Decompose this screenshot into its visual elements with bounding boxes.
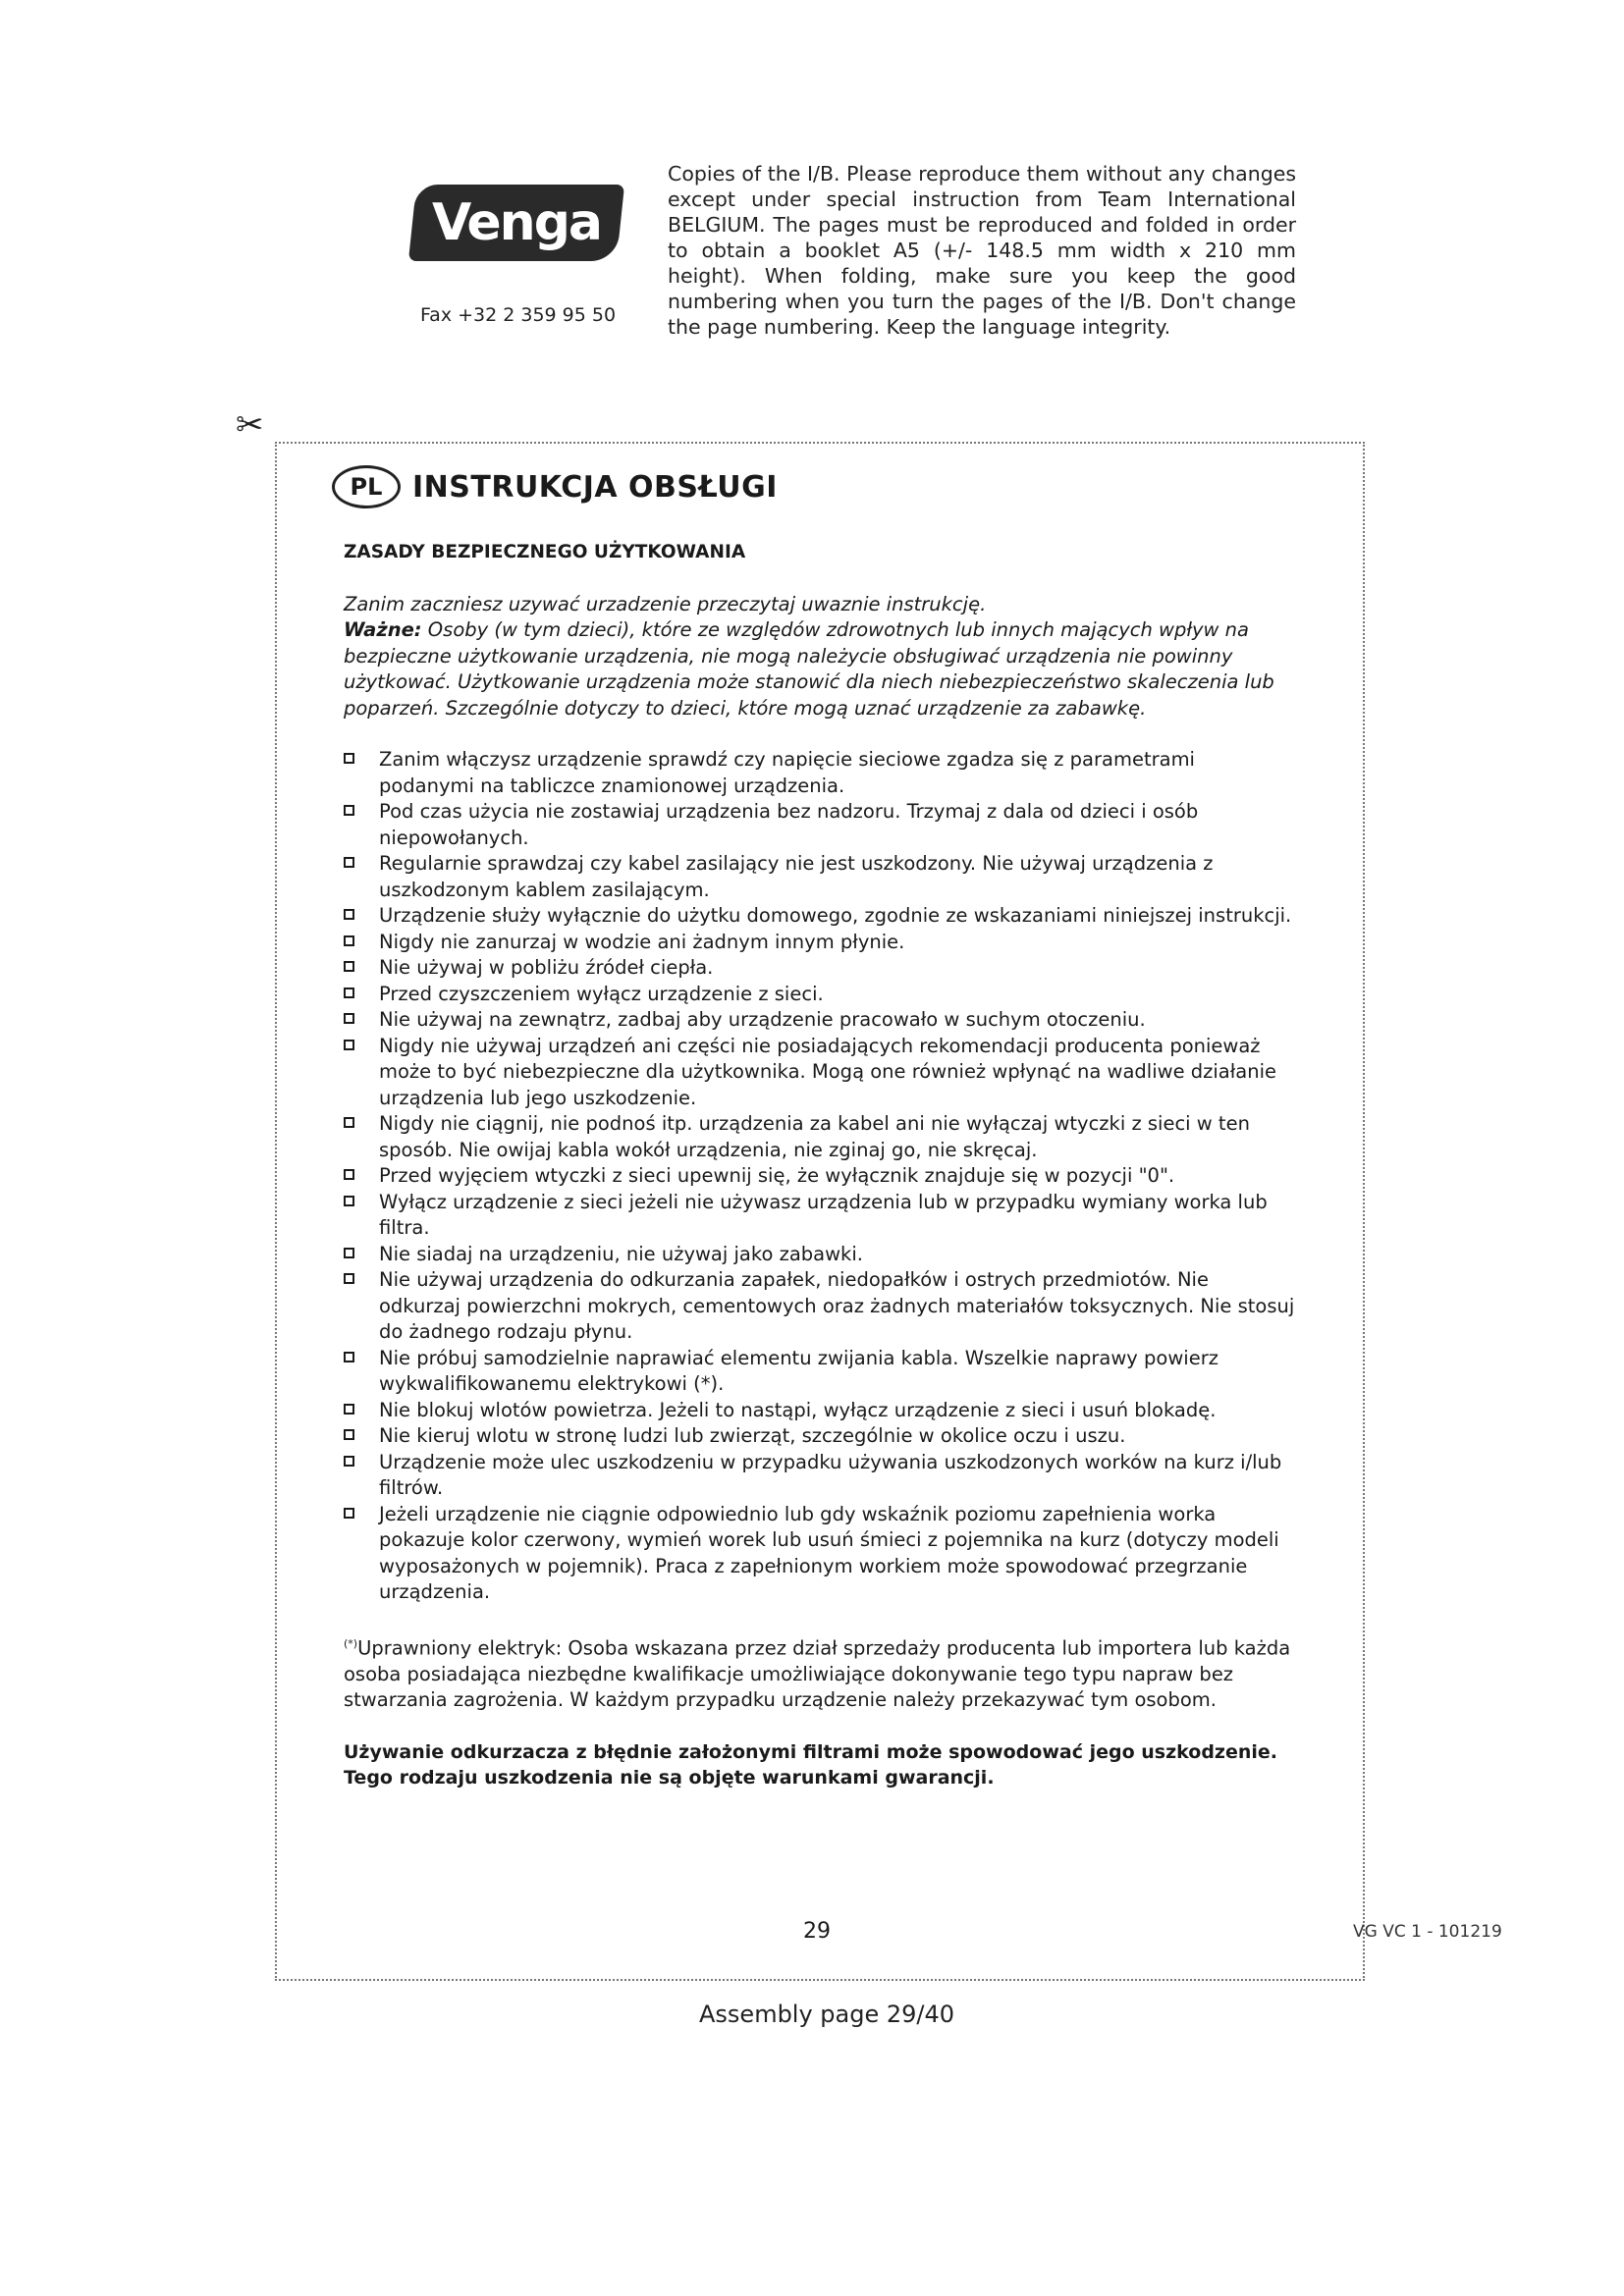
rule-text: Nigdy nie ciągnij, nie podnoś itp. urządzenia za kabel ani nie wyłączaj wtyczki z sieci w ten sposób. Nie owijaj kabla wokół urządzenia, nie zginaj go, nie skręcaj. xyxy=(379,1112,1250,1161)
language-badge: PL xyxy=(332,465,401,508)
rule-item xyxy=(344,1034,1296,1112)
checkbox-bullet-icon xyxy=(344,988,354,998)
checkbox-bullet-icon xyxy=(344,1404,354,1415)
section-title: INSTRUKCJA OBSŁUGI xyxy=(412,469,778,505)
filter-warning: Używanie odkurzacza z błędnie założonymi filtrami może spowodować jego uszkodzenie. Tego rodzaju uszkodzenia nie są objęte warunkami gwarancji. xyxy=(344,1740,1278,1789)
checkbox-bullet-icon xyxy=(344,1508,354,1519)
rule-item xyxy=(344,955,1296,982)
checkbox-bullet-icon xyxy=(344,1169,354,1180)
checkbox-bullet-icon xyxy=(344,1013,354,1024)
footnote-mark: (*) xyxy=(344,1636,358,1650)
rule-item xyxy=(344,1190,1296,1242)
checkbox-bullet-icon xyxy=(344,1273,354,1284)
fax-number: Fax +32 2 359 95 50 xyxy=(420,304,617,326)
intro-line: Zanim zaczniesz uzywać urzadzenie przeczytaj uwaznie instrukcję. xyxy=(344,592,987,615)
rule-item xyxy=(344,1450,1296,1502)
page-number: 29 xyxy=(803,1919,831,1944)
rule-text: Regularnie sprawdzaj czy kabel zasilający nie jest uszkodzony. Nie używaj urządzenia z uszkodzonym kablem zasilającym. xyxy=(379,852,1214,901)
rule-item xyxy=(344,1267,1296,1346)
checkbox-bullet-icon xyxy=(344,753,354,764)
checkbox-bullet-icon xyxy=(344,1429,354,1440)
rule-text: Nigdy nie zanurzaj w wodzie ani żadnym innym płynie. xyxy=(379,930,905,953)
important-label: Ważne: xyxy=(344,618,422,641)
safety-rules-list xyxy=(344,747,1296,1606)
rule-item xyxy=(344,930,1296,956)
rule-item xyxy=(344,903,1296,930)
venga-logo xyxy=(408,185,624,261)
rule-text: Nie blokuj wlotów powietrza. Jeżeli to nastąpi, wyłącz urządzenie z sieci i usuń blokadę. xyxy=(379,1398,1217,1421)
rule-item xyxy=(344,1398,1296,1424)
rule-item xyxy=(344,799,1296,851)
rule-text: Urządzenie może ulec uszkodzeniu w przypadku używania uszkodzonych worków na kurz i/lub filtrów. xyxy=(379,1450,1282,1499)
rule-text: Pod czas użycia nie zostawiaj urządzenia bez nadzoru. Trzymaj z dala od dzieci i osób niepowołanych. xyxy=(379,800,1199,849)
checkbox-bullet-icon xyxy=(344,1352,354,1362)
checkbox-bullet-icon xyxy=(344,909,354,920)
important-text: Osoby (w tym dzieci), które ze względów zdrowotnych lub innych mających wpływ na bezpieczne użytkowanie urządzenia, nie mogą należycie obsługiwać urządzenia nie powinny użytkować. Użytkowanie urządzenia może stanowić dla niech niebezpieczeństwo skaleczenia lub poparzeń. Szczególnie dotyczy to dzieci, które mogą uznać urządzenie za zabawkę. xyxy=(344,618,1274,720)
rule-item xyxy=(344,1111,1296,1163)
assembly-page: Assembly page 29/40 xyxy=(699,2001,955,2028)
checkbox-bullet-icon xyxy=(344,1196,354,1206)
checkbox-bullet-icon xyxy=(344,1117,354,1128)
rule-text: Zanim włączysz urządzenie sprawdź czy napięcie sieciowe zgadza się z parametrami podanymi na tabliczce znamionowej urządzenia. xyxy=(379,748,1195,797)
rule-text: Nie używaj na zewnątrz, zadbaj aby urządzenie pracowało w suchym otoczeniu. xyxy=(379,1008,1146,1031)
checkbox-bullet-icon xyxy=(344,1456,354,1467)
logo-text: Venga xyxy=(432,193,601,252)
rule-item xyxy=(344,851,1296,903)
rule-item xyxy=(344,1007,1296,1034)
rule-item xyxy=(344,1423,1296,1450)
rule-text: Urządzenie służy wyłącznie do użytku domowego, zgodnie ze wskazaniami niniejszej instrukcji. xyxy=(379,904,1292,927)
rule-text: Przed czyszczeniem wyłącz urządzenie z sieci. xyxy=(379,982,824,1005)
scissors-icon: ✂ xyxy=(236,405,264,445)
rule-text: Nigdy nie używaj urządzeń ani części nie posiadających rekomendacji producenta ponieważ może to być niebezpieczne dla użytkownika. Mogą one również wpłynąć na wadliwe działanie urządzenia lub jego uszkodzenie. xyxy=(379,1034,1277,1109)
instructions-body xyxy=(344,540,1296,1791)
checkbox-bullet-icon xyxy=(344,1040,354,1050)
rule-item xyxy=(344,1502,1296,1606)
safety-heading: ZASADY BEZPIECZNEGO UŻYTKOWANIA xyxy=(344,542,746,562)
rule-text: Nie próbuj samodzielnie naprawiać elementu zwijania kabla. Wszelkie naprawy powierz wykwalifikowanemu elektrykowi (*). xyxy=(379,1346,1218,1395)
footnote-text: Uprawniony elektryk: Osoba wskazana przez dział sprzedaży producenta lub importera lub każda osoba posiadająca niezbędne kwalifikacje umożliwiające dokonywanie tego typu napraw bez stwarzania zagrożenia. W każdym przypadku urządzenie należy przekazywać tym osobom. xyxy=(344,1636,1291,1711)
intro-paragraph xyxy=(344,592,1296,722)
checkbox-bullet-icon xyxy=(344,857,354,868)
rule-item xyxy=(344,1163,1296,1190)
rule-item xyxy=(344,982,1296,1008)
rule-item xyxy=(344,1346,1296,1398)
rule-text: Jeżeli urządzenie nie ciągnie odpowiednio lub gdy wskaźnik poziomu zapełnienia worka pokazuje kolor czerwony, wymień worek lub usuń śmieci z pojemnika na kurz (dotyczy modeli wyposażonych w pojemnik). Praca z zapełnionym workiem może spowodować przegrzanie urządzenia. xyxy=(379,1502,1279,1603)
rule-item xyxy=(344,1242,1296,1268)
rule-text: Nie używaj urządzenia do odkurzania zapałek, niedopałków i ostrych przedmiotów. Nie odkurzaj powierzchni mokrych, cementowych oraz żadnych materiałów toksycznych. Nie stosuj do żadnego rodzaju płynu. xyxy=(379,1268,1295,1343)
checkbox-bullet-icon xyxy=(344,935,354,946)
reproduction-notice: Copies of the I/B. Please reproduce them without any changes except under special instruction from Team International BELGIUM. The pages must be reproduced and folded in order to obtain a booklet A5 (+/- 148.5 mm width x 210 mm height). When folding, make sure you keep the good numbering when you turn the pages of the I/B. Don't change the page numbering. Keep the language integrity. xyxy=(668,162,1296,339)
rule-item xyxy=(344,747,1296,799)
rule-text: Przed wyjęciem wtyczki z sieci upewnij się, że wyłącznik znajduje się w pozycji "0". xyxy=(379,1164,1175,1187)
checkbox-bullet-icon xyxy=(344,805,354,816)
rule-text: Nie używaj w pobliżu źródeł ciepła. xyxy=(379,956,714,979)
checkbox-bullet-icon xyxy=(344,1248,354,1258)
rule-text: Nie kieruj wlotu w stronę ludzi lub zwierząt, szczególnie w okolice oczu i uszu. xyxy=(379,1424,1126,1447)
rule-text: Wyłącz urządzenie z sieci jeżeli nie używasz urządzenia lub w przypadku wymiany worka lub filtra. xyxy=(379,1190,1268,1239)
section-header xyxy=(332,465,778,508)
rule-text: Nie siadaj na urządzeniu, nie używaj jako zabawki. xyxy=(379,1242,863,1265)
footnote xyxy=(344,1631,1296,1714)
document-reference: VG VC 1 - 101219 xyxy=(1353,1922,1502,1942)
checkbox-bullet-icon xyxy=(344,961,354,972)
